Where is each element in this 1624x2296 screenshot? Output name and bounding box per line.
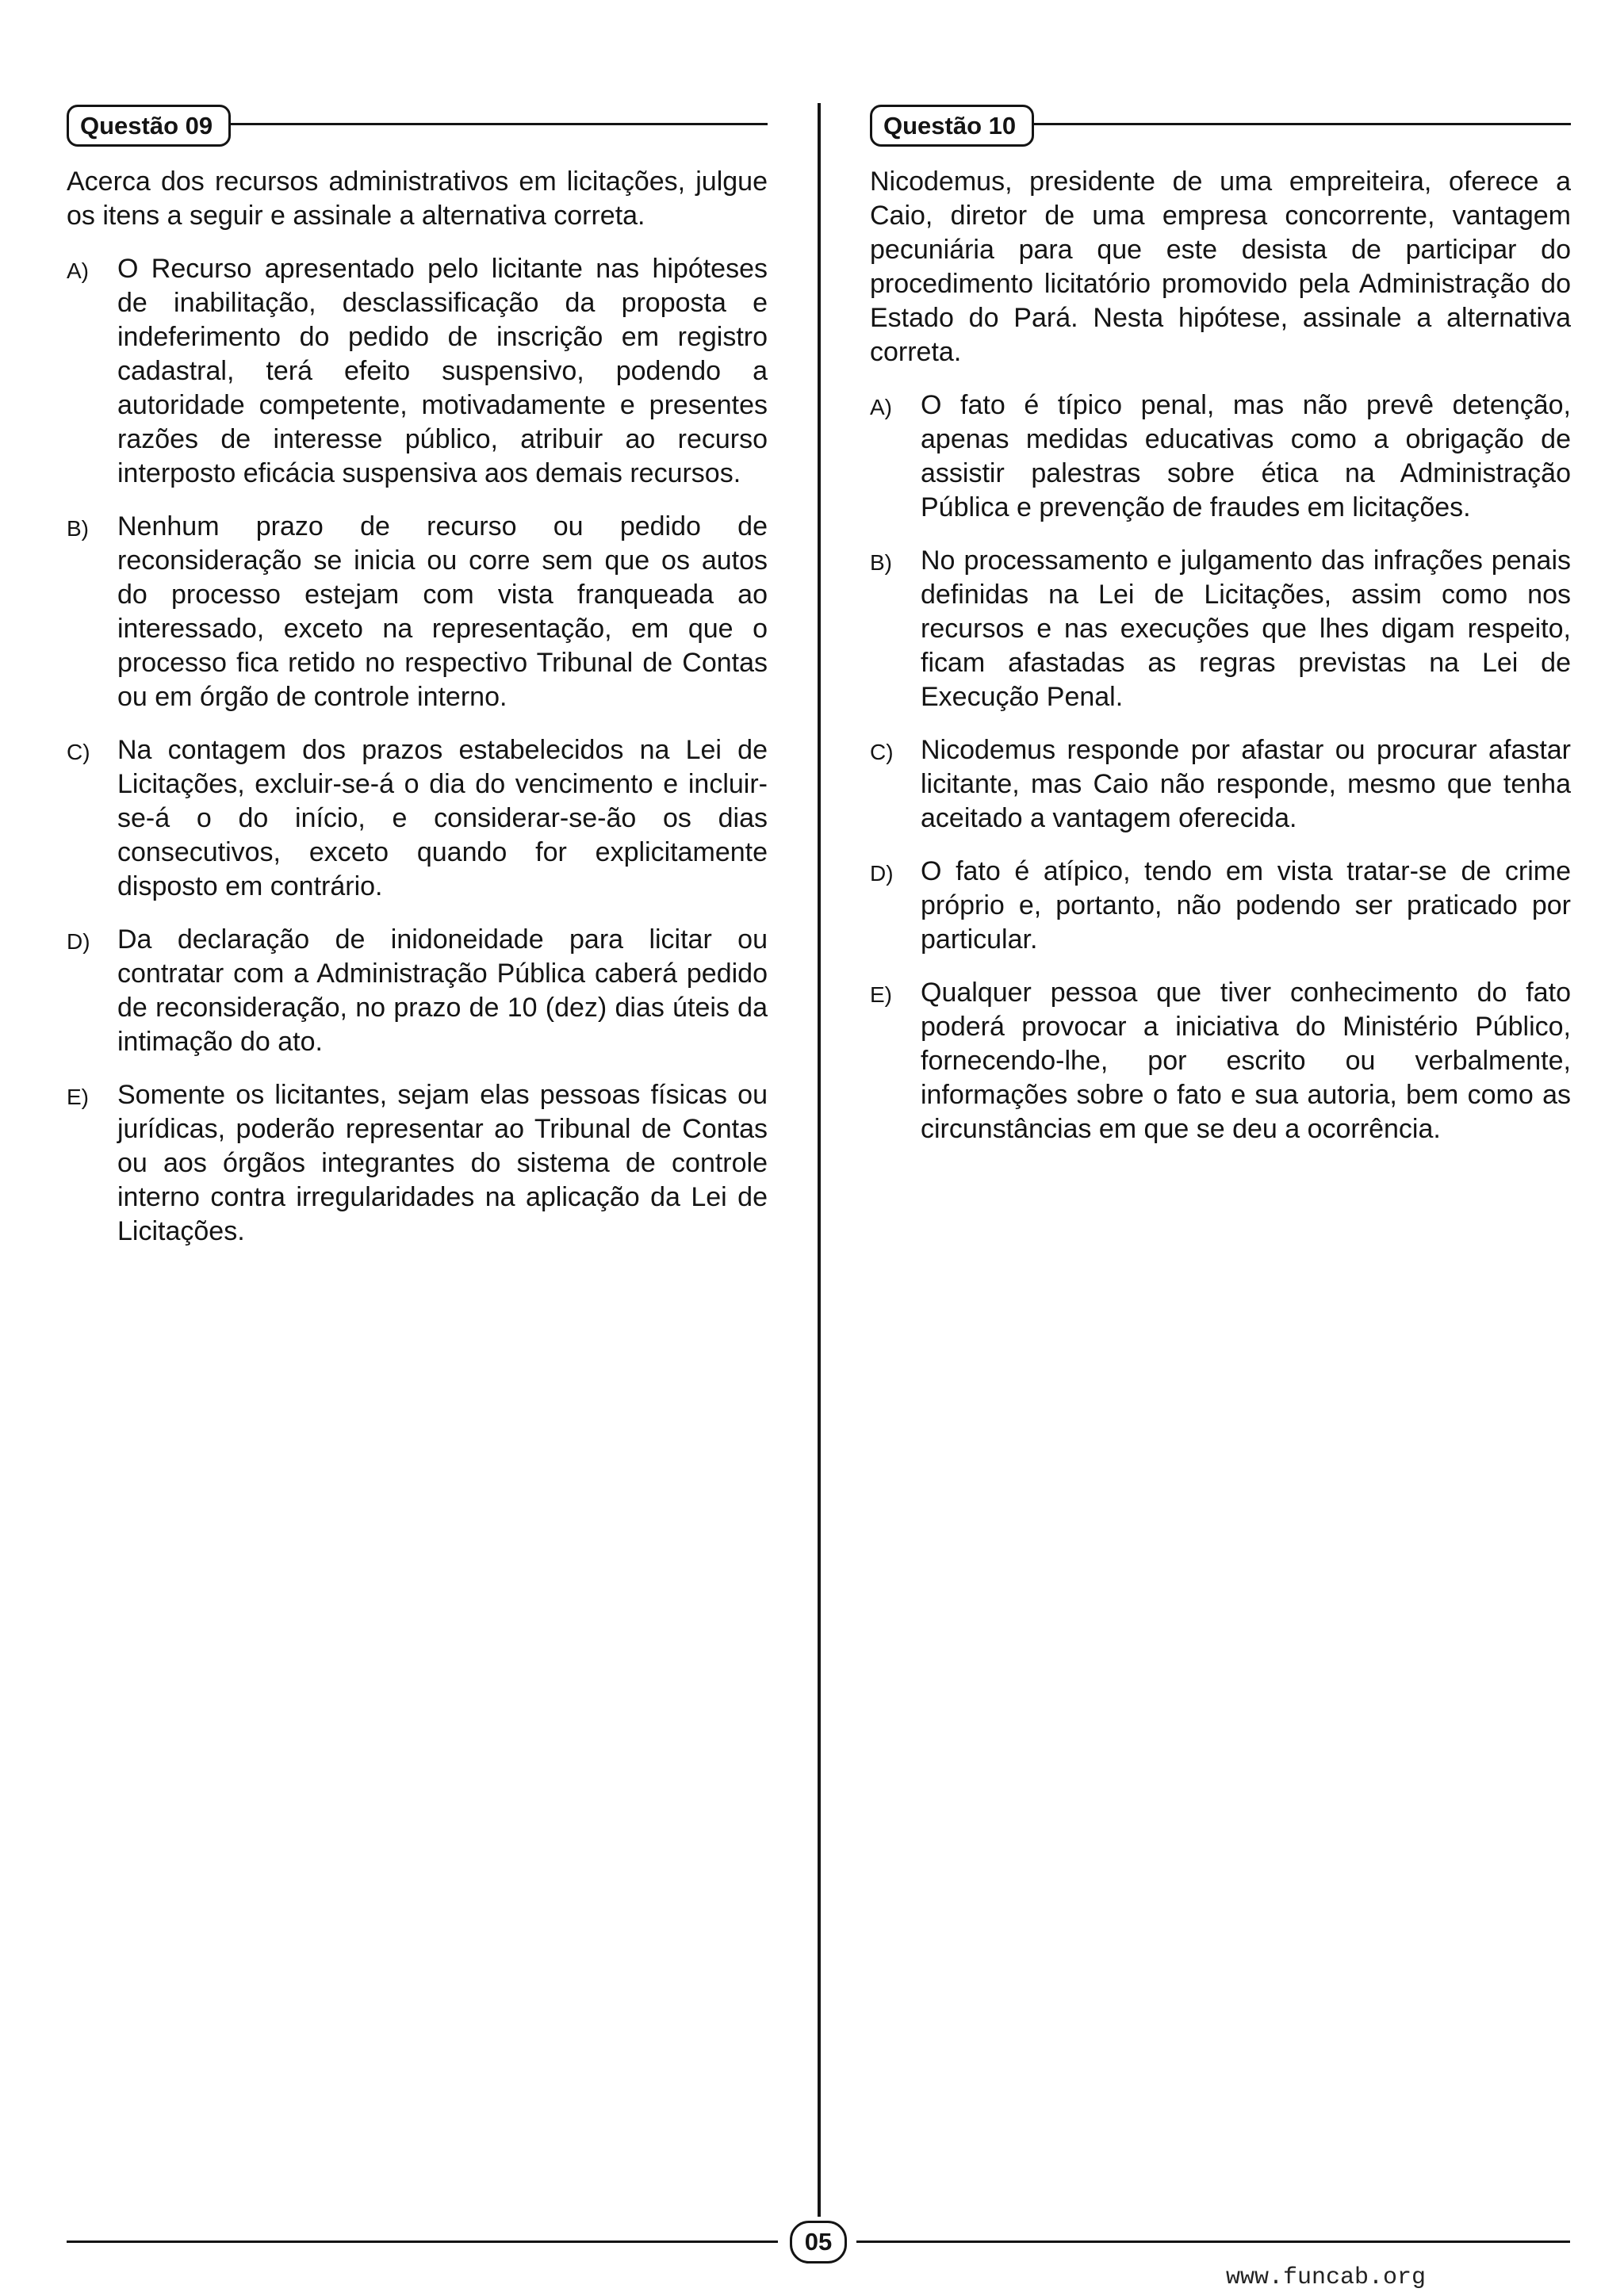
question-stem: Acerca dos recursos administrativos em licitações, julgue os itens a seguir e assinale a alternativa correta. — [67, 166, 768, 231]
footer-rule-right — [856, 2241, 1570, 2243]
option-b[interactable] — [67, 510, 768, 714]
option-text: Na contagem dos prazos estabelecidos na Lei de Licitações, excluir-se-á o dia do vencimento e incluir-se-á o do início, e considerar-se-ão os dias consecutivos, exceto quando for explicitamente disposto em contrário. — [117, 735, 768, 901]
option-e[interactable] — [870, 976, 1571, 1146]
header-rule — [989, 123, 1571, 125]
option-letter: B) — [67, 516, 89, 541]
question-label: Questão 10 — [870, 105, 1034, 147]
option-letter: A) — [67, 258, 89, 283]
option-c[interactable] — [67, 733, 768, 904]
footer-website: www.funcab.org — [1226, 2264, 1427, 2291]
option-text: No processamento e julgamento das infrações penais definidas na Lei de Licitações, assim como nos recursos e nas execuções que lhes digam respeito, ficam afastadas as regras previstas na Lei de Execução Penal. — [921, 545, 1571, 712]
question-10 — [870, 101, 1571, 1146]
question-stem: Nicodemus, presidente de uma empreiteira, oferece a Caio, diretor de uma empresa concorrente, vantagem pecuniária para que este desista de participar do procedimento licitatório promovido pela Administração do Estado do Pará. Nesta hipótese, assinale a alternativa correta. — [870, 166, 1571, 367]
page-number: 05 — [790, 2221, 847, 2263]
option-d[interactable] — [870, 855, 1571, 957]
option-letter: E) — [870, 982, 892, 1007]
option-letter: D) — [67, 929, 90, 954]
option-text: O fato é atípico, tendo em vista tratar-se de crime próprio e, portanto, não podendo ser praticado por particular. — [921, 856, 1571, 955]
option-e[interactable] — [67, 1078, 768, 1249]
option-text: Qualquer pessoa que tiver conhecimento do fato poderá provocar a iniciativa do Ministério Público, fornecendo-lhe, por escrito ou verbalmente, informações sobre o fato e sua autoria, bem como as circunstâncias em que se deu a ocorrência. — [921, 978, 1571, 1144]
option-text: O Recurso apresentado pelo licitante nas hipóteses de inabilitação, desclassificação da proposta e indeferimento do pedido de inscrição em registro cadastral, terá efeito suspensivo, podendo a autoridade competente, motivadamente e presentes razões de interesse público, atribuir ao recurso interposto eficácia suspensiva aos demais recursos. — [117, 254, 768, 488]
option-text: Da declaração de inidoneidade para licitar ou contratar com a Administração Pública caberá pedido de reconsideração, no prazo de 10 (dez) dias úteis da intimação do ato. — [117, 924, 768, 1057]
option-a[interactable] — [67, 252, 768, 491]
question-header — [67, 101, 768, 146]
option-letter: B) — [870, 550, 892, 575]
question-label: Questão 09 — [67, 105, 231, 147]
option-letter: A) — [870, 395, 892, 419]
option-letter: D) — [870, 861, 894, 886]
option-letter: C) — [67, 740, 90, 764]
option-b[interactable] — [870, 544, 1571, 714]
option-a[interactable] — [870, 388, 1571, 525]
column-divider — [818, 103, 821, 2217]
option-text: Nicodemus responde por afastar ou procurar afastar licitante, mas Caio não responde, mesmo que tenha aceitado a vantagem oferecida. — [921, 735, 1571, 833]
footer-rule-left — [67, 2241, 778, 2243]
header-rule — [186, 123, 768, 125]
option-c[interactable] — [870, 733, 1571, 836]
option-text: O fato é típico penal, mas não prevê detenção, apenas medidas educativas como a obrigação de assistir palestras sobre ética na Administração Pública e prevenção de fraudes em licitações. — [921, 390, 1571, 522]
option-d[interactable] — [67, 923, 768, 1059]
question-header — [870, 101, 1571, 146]
option-text: Nenhum prazo de recurso ou pedido de reconsideração se inicia ou corre sem que os autos do processo estejam com vista franqueada ao interessado, exceto na representação, em que o processo fica retido no respectivo Tribunal de Contas ou em órgão de controle interno. — [117, 511, 768, 712]
question-09 — [67, 101, 768, 1249]
option-letter: E) — [67, 1085, 89, 1109]
option-text: Somente os licitantes, sejam elas pessoas físicas ou jurídicas, poderão representar ao Tribunal de Contas ou aos órgãos integrantes do sistema de controle interno contra irregularidades na aplicação da Lei de Licitações. — [117, 1080, 768, 1246]
option-letter: C) — [870, 740, 894, 764]
